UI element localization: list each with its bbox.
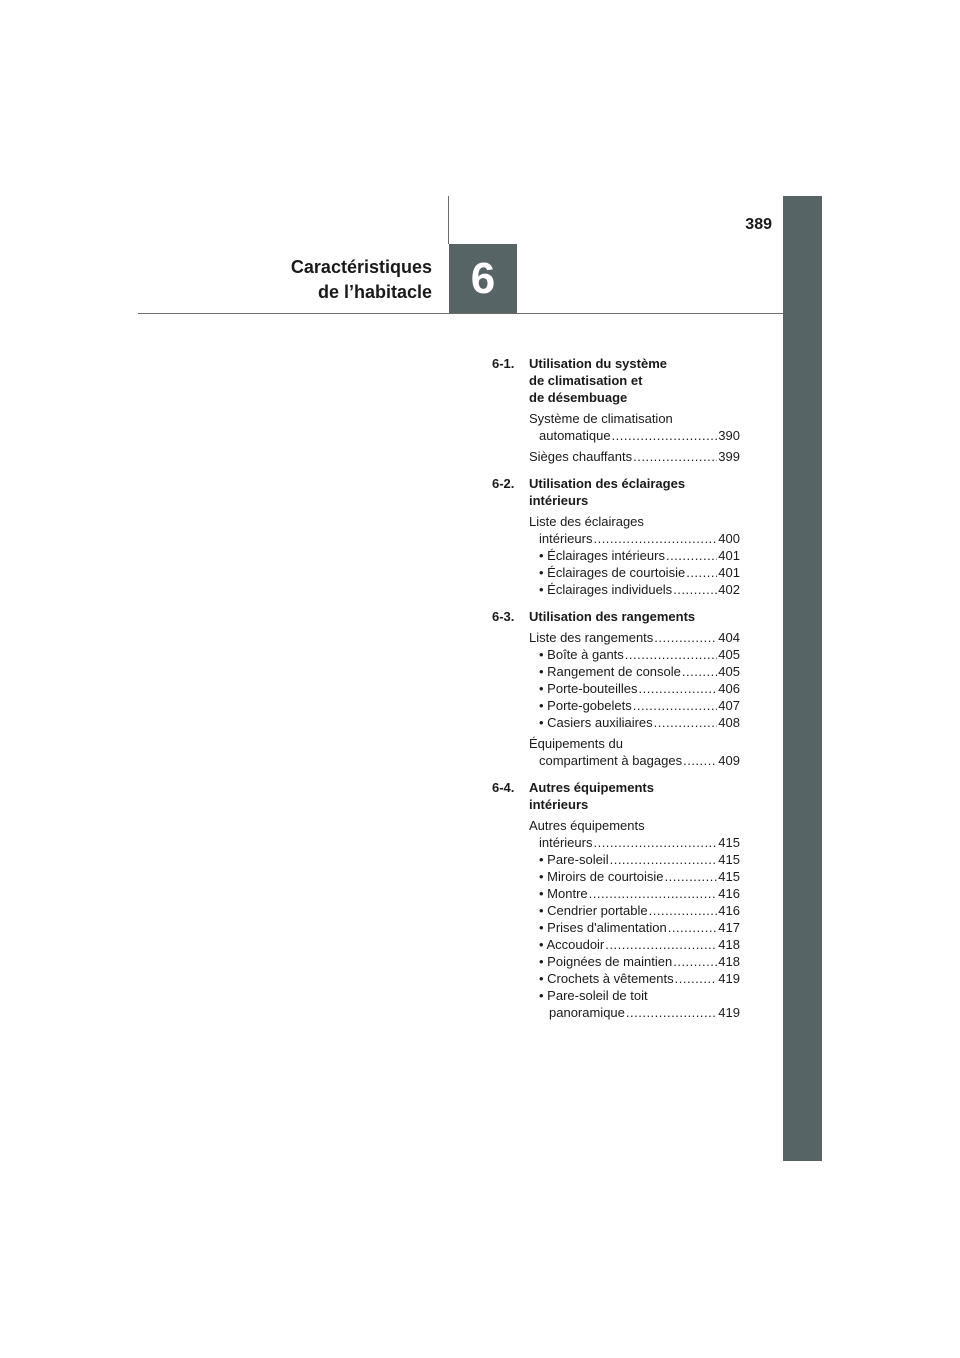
section-title (529, 355, 740, 406)
entry-label: automatique (539, 428, 611, 443)
sub-entry-label: • Boîte à gants (539, 646, 624, 663)
sub-entry-page: 418 (718, 954, 740, 969)
dot-leader (625, 646, 718, 663)
sub-entry-label: • Rangement de console (539, 663, 681, 680)
sub-entry-label-cont: panoramique (549, 1005, 625, 1020)
chapter-title (291, 255, 432, 305)
section-title (529, 608, 740, 625)
section-title (529, 475, 740, 509)
dot-leader (666, 547, 717, 564)
dot-leader (683, 752, 717, 769)
sub-entry-page: 401 (718, 565, 740, 580)
sub-entry-page: 406 (718, 681, 740, 696)
sub-entry-page: 405 (718, 664, 740, 679)
entry-title-line: Autres équipements (529, 818, 645, 833)
sub-entry-line1: Pare-soleil de toit (547, 988, 648, 1003)
dot-leader (665, 868, 718, 885)
dot-leader (675, 970, 718, 987)
sub-entry[interactable] (539, 663, 740, 680)
sub-entry-page: 419 (718, 1005, 740, 1020)
dot-leader (673, 581, 717, 598)
toc-section-6-1 (492, 355, 740, 465)
section-number: 6-1. (492, 356, 515, 371)
sub-entry-title-line: • Pare-soleil de toit (539, 988, 648, 1003)
entry-page: 404 (718, 630, 740, 645)
sub-entry-label: • Accoudoir (539, 936, 604, 953)
section-title-line: Autres équipements (529, 780, 654, 795)
entry-label: Liste des rangements (529, 630, 654, 645)
section-heading (492, 779, 740, 813)
sub-entry-page: 417 (718, 920, 740, 935)
entry-title-line: Équipements du (529, 736, 623, 751)
sub-entry-label: • Pare-soleil (539, 851, 609, 868)
dot-leader (593, 530, 717, 547)
section-title-line: intérieurs (529, 493, 589, 508)
dot-leader (686, 564, 717, 581)
entry-label: compartiment à bagages (539, 753, 683, 768)
chapter-number-box (449, 244, 517, 313)
sub-entry-label: • Crochets à vêtements (539, 970, 674, 987)
entry-page: 409 (718, 753, 740, 768)
entry-title-line: Liste des éclairages (529, 514, 644, 529)
sub-entry-page: 407 (718, 698, 740, 713)
sub-entry-label: • Prises d'alimentation (539, 919, 667, 936)
sub-entry-page: 405 (718, 647, 740, 662)
section-title-line: Utilisation des éclairages (529, 476, 686, 491)
dot-leader (633, 448, 717, 465)
dot-leader (589, 885, 718, 902)
toc-entry[interactable] (529, 629, 740, 731)
dot-leader (682, 663, 717, 680)
section-title-line: de climatisation et (529, 373, 643, 388)
sub-entry[interactable] (539, 851, 740, 868)
sub-entry[interactable] (539, 885, 740, 902)
sub-entry-label: • Casiers auxiliaires (539, 714, 653, 731)
sub-entry[interactable] (539, 987, 740, 1021)
toc-entry[interactable] (529, 817, 740, 1021)
section-number: 6-4. (492, 780, 515, 795)
sub-entry[interactable] (539, 646, 740, 663)
sub-entry[interactable] (539, 547, 740, 564)
sub-entry-label: • Éclairages intérieurs (539, 547, 665, 564)
sub-entry-page: 419 (718, 971, 740, 986)
sub-entry[interactable] (539, 581, 740, 598)
sub-entries (529, 547, 740, 598)
sub-entry-label: • Montre (539, 885, 588, 902)
entry-title-line: Système de climatisation (529, 411, 673, 426)
chapter-number: 6 (470, 253, 496, 303)
section-heading (492, 355, 740, 406)
dot-leader (626, 1004, 717, 1021)
section-title-line: de désembuage (529, 390, 628, 405)
sub-entry-page: 415 (718, 852, 740, 867)
header-vertical-rule (448, 196, 449, 244)
sub-entry-page: 418 (718, 937, 740, 952)
sub-entry-label: • Éclairages individuels (539, 581, 672, 598)
sub-entry-page: 408 (718, 715, 740, 730)
sub-entry-label: • Porte-gobelets (539, 697, 632, 714)
sub-entry-label: • Éclairages de courtoisie (539, 564, 685, 581)
sub-entry-page: 415 (718, 869, 740, 884)
entry-label: Sièges chauffants (529, 449, 633, 464)
dot-leader (593, 834, 717, 851)
sub-entry-page: 416 (718, 903, 740, 918)
sub-entry[interactable] (539, 714, 740, 731)
sub-entry[interactable] (539, 936, 740, 953)
toc-entry[interactable] (529, 735, 740, 769)
dot-leader (654, 629, 717, 646)
dot-leader (610, 851, 718, 868)
section-title-line: Utilisation du système (529, 356, 667, 371)
entry-page: 390 (718, 428, 740, 443)
section-number: 6-2. (492, 476, 515, 491)
entry-page: 399 (718, 449, 740, 464)
toc-entry[interactable] (529, 410, 740, 444)
sub-entry[interactable] (539, 697, 740, 714)
dot-leader (612, 427, 718, 444)
toc-entry[interactable] (529, 448, 740, 465)
toc-entry[interactable] (529, 513, 740, 598)
section-title-line: intérieurs (529, 797, 589, 812)
dot-leader (673, 953, 717, 970)
sub-entry[interactable] (539, 970, 740, 987)
sub-entry-page: 416 (718, 886, 740, 901)
section-heading (492, 475, 740, 509)
toc-section-6-3 (492, 608, 740, 769)
sub-entries (529, 646, 740, 731)
sub-entry-label: • Porte-bouteilles (539, 680, 638, 697)
sub-entry[interactable] (539, 902, 740, 919)
sub-entry[interactable] (539, 564, 740, 581)
dot-leader (639, 680, 718, 697)
toc-section-6-2 (492, 475, 740, 598)
sub-entry[interactable] (539, 919, 740, 936)
section-title (529, 779, 740, 813)
header-horizontal-rule (138, 313, 783, 314)
sub-entry[interactable] (539, 680, 740, 697)
entry-page: 415 (718, 835, 740, 850)
sub-entry-page: 402 (718, 582, 740, 597)
sub-entry-label: • Miroirs de courtoisie (539, 868, 664, 885)
dot-leader (668, 919, 718, 936)
dot-leader (605, 936, 717, 953)
sub-entry[interactable] (539, 868, 740, 885)
entry-page: 400 (718, 531, 740, 546)
sub-entries (529, 851, 740, 1021)
entry-label: intérieurs (539, 531, 593, 546)
section-heading (492, 608, 740, 625)
table-of-contents (492, 355, 740, 1031)
dot-leader (633, 697, 718, 714)
sub-entry-label: • Cendrier portable (539, 902, 648, 919)
dot-leader (649, 902, 718, 919)
sub-entry-page: 401 (718, 548, 740, 563)
chapter-side-tab (783, 196, 822, 1161)
chapter-title-line2: de l’habitacle (317, 282, 432, 302)
sub-entry[interactable] (539, 953, 740, 970)
section-number: 6-3. (492, 609, 515, 624)
page-number: 389 (745, 216, 772, 233)
toc-section-6-4 (492, 779, 740, 1021)
section-title-line: Utilisation des rangements (529, 609, 696, 624)
chapter-title-line1: Caractéristiques (290, 257, 432, 277)
dot-leader (654, 714, 718, 731)
entry-label: intérieurs (539, 835, 593, 850)
sub-entry-label: • Poignées de maintien (539, 953, 672, 970)
